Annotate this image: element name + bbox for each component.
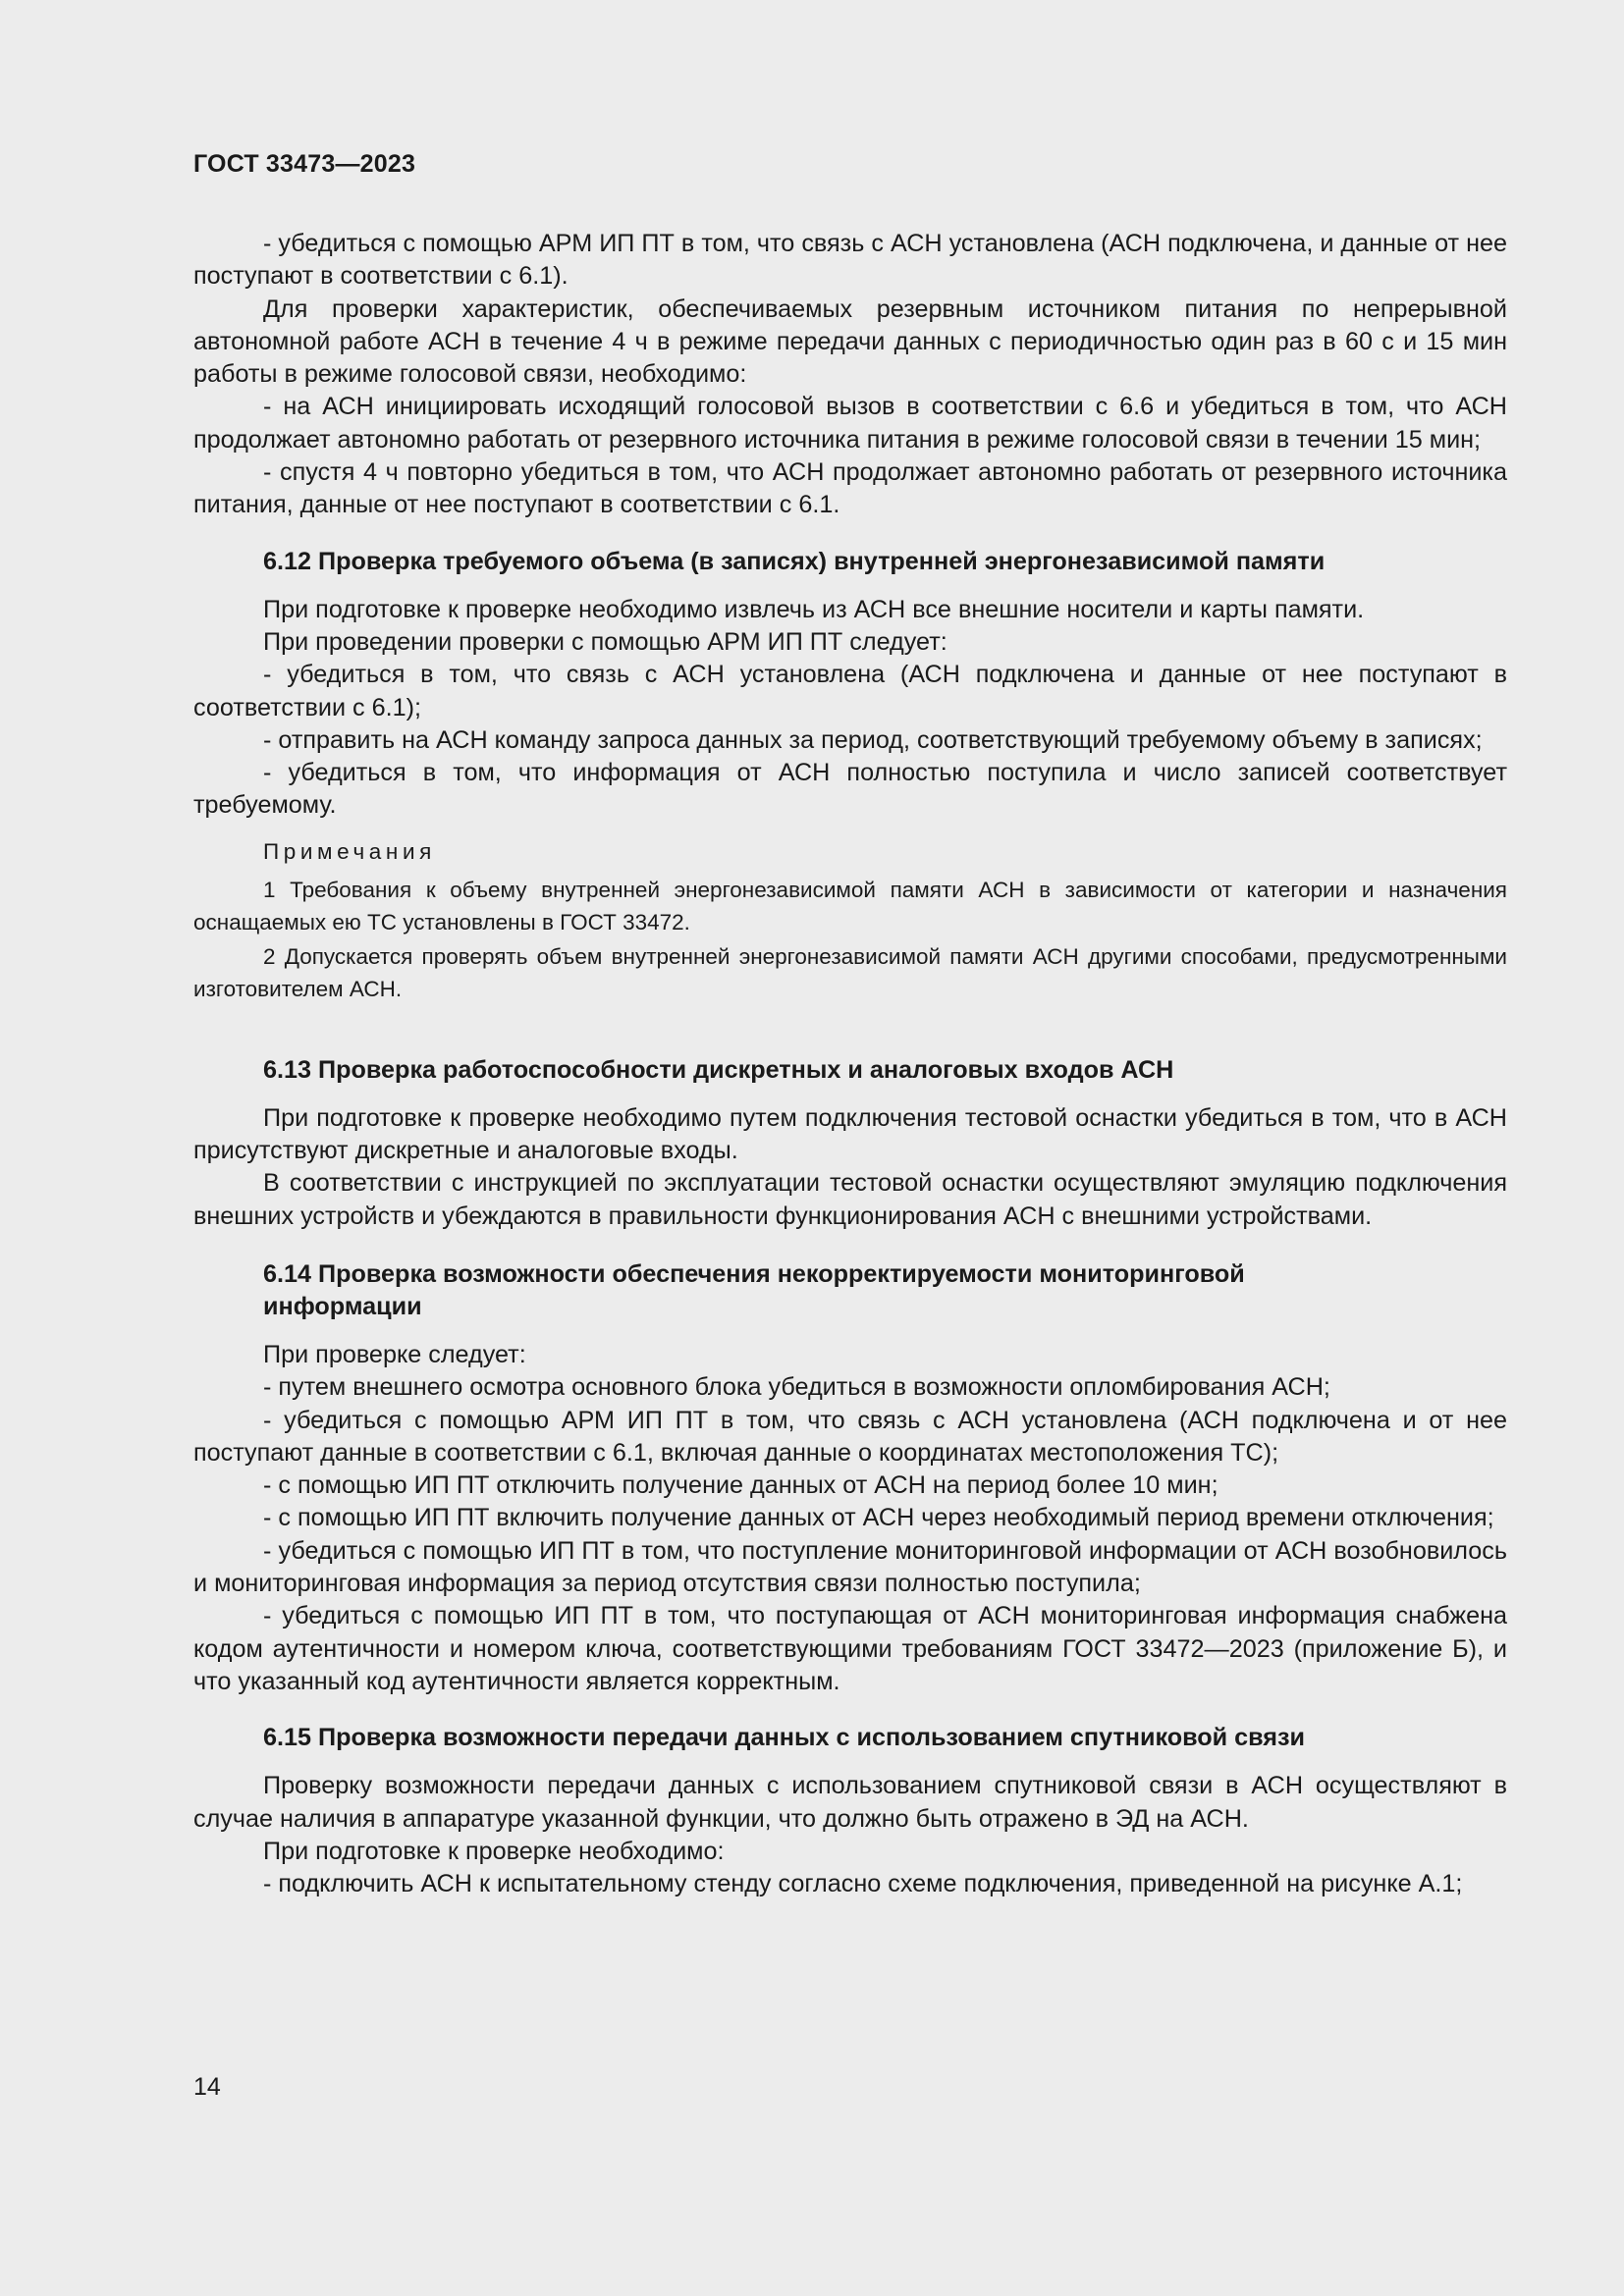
paragraph: В соответствии с инструкцией по эксплуатации тестовой оснастки осуществляют эмуляцию подключения внешних устройств и убеждаются в правильности функционирования АСН с внешними устройствами. — [193, 1169, 1507, 1230]
paragraph: Проверку возможности передачи данных с использованием спутниковой связи в АСН осуществляют в случае наличия в аппаратуре указанной функции, что должно быть отражено в ЭД на АСН. — [193, 1772, 1507, 1833]
paragraph: - на АСН инициировать исходящий голосовой вызов в соответствии с 6.6 и убедиться в том, что АСН продолжает автономно работать от резервного источника питания в режиме голосовой связи в течении 15 мин; — [193, 393, 1507, 454]
page-number: 14 — [193, 2073, 221, 2101]
paragraph: Для проверки характеристик, обеспечиваемых резервным источником питания по непрерывной автономной работе АСН в течение 4 ч в режиме передачи данных с периодичностью один раз в 60 с и 15 мин работы в режиме голосовой связи, необходимо: — [193, 294, 1507, 389]
document-header: ГОСТ 33473—2023 — [193, 150, 416, 178]
note: 2 Допускается проверять объем внутренней энергонезависимой памяти АСН другими способами, предусмотренными изготовителем АСН. — [193, 943, 1507, 1001]
paragraph: При проведении проверки с помощью АРМ ИП ПТ следует: — [263, 627, 947, 656]
section-6-12 — [193, 546, 1507, 1005]
section-6-15 — [193, 1722, 1507, 1900]
paragraph: - с помощью ИП ПТ отключить получение данных от АСН на период более 10 мин; — [263, 1471, 1218, 1500]
section-heading: 6.12 Проверка требуемого объема (в записях) внутренней энергонезависимой памяти — [263, 547, 1326, 575]
paragraph: - убедиться с помощью ИП ПТ в том, что поступление мониторинговой информации от АСН возобновилось и мониторинговая информация за период отсутствия связи полностью поступила; — [193, 1536, 1507, 1598]
paragraph: - путем внешнего осмотра основного блока убедиться в возможности опломбирования АСН; — [263, 1373, 1330, 1402]
section-heading: 6.15 Проверка возможности передачи данных с использованием спутниковой связи — [263, 1724, 1305, 1752]
paragraph: - с помощью ИП ПТ включить получение данных от АСН через необходимый период времени отключения; — [263, 1504, 1494, 1532]
paragraph: - убедиться с помощью АРМ ИП ПТ в том, что связь с АСН установлена (АСН подключена, и данные от нее поступают в соответствии с 6.1). — [193, 230, 1507, 291]
notes-title: Примечания — [263, 838, 436, 864]
paragraph: - убедиться с помощью АРМ ИП ПТ в том, что связь с АСН установлена (АСН подключена и от нее поступают данные в соответствии с 6.1, включая данные о координатах местоположения ТС); — [193, 1406, 1507, 1467]
paragraph: - подключить АСН к испытательному стенду согласно схеме подключения, приведенной на рисунке А.1; — [263, 1870, 1463, 1898]
paragraph: - отправить на АСН команду запроса данных за период, соответствующий требуемому объему в записях; — [263, 725, 1483, 754]
paragraph: При подготовке к проверке необходимо: — [263, 1837, 725, 1865]
paragraph: - убедиться в том, что информация от АСН полностью поступила и число записей соответствует требуемому. — [193, 759, 1507, 820]
paragraph: - убедиться с помощью ИП ПТ в том, что поступающая от АСН мониторинговая информация снабжена кодом аутентичности и номером ключа, соответствующими требованиям ГОСТ 33472—2023 (приложение Б), и что указанный код аутентичности является корректным. — [193, 1602, 1507, 1695]
intro-section — [193, 228, 1507, 522]
section-6-14 — [193, 1258, 1507, 1698]
section-6-13 — [193, 1054, 1507, 1233]
paragraph: При проверке следует: — [263, 1340, 526, 1368]
section-heading: 6.13 Проверка работоспособности дискретных и аналоговых входов АСН — [263, 1055, 1174, 1084]
paragraph: - убедиться в том, что связь с АСН установлена (АСН подключена и данные от нее поступают в соответствии с 6.1); — [193, 661, 1507, 721]
paragraph: - спустя 4 ч повторно убедиться в том, что АСН продолжает автономно работать от резервного источника питания, данные от нее поступают в соответствии с 6.1. — [193, 458, 1507, 519]
note: 1 Требования к объему внутренней энергонезависимой памяти АСН в зависимости от категории и назначения оснащаемых ею ТС установлены в ГОСТ 33472. — [193, 877, 1507, 934]
paragraph: При подготовке к проверке необходимо извлечь из АСН все внешние носители и карты памяти. — [263, 595, 1365, 623]
section-heading: 6.14 Проверка возможности обеспечения некорректируемости мониторинговой информации — [263, 1259, 1245, 1320]
paragraph: При подготовке к проверке необходимо путем подключения тестовой оснастки убедиться в том, что в АСН присутствуют дискретные и аналоговые входы. — [193, 1103, 1507, 1165]
